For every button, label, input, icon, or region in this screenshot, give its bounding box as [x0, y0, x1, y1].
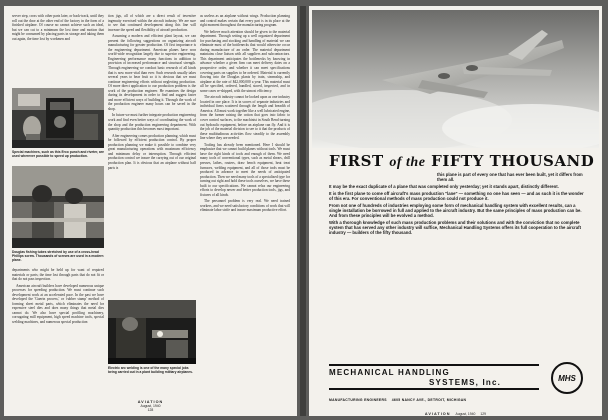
paragraph: server step, cross with other parts later, or back-track, until they roll out the door at the other end of the factory in the form of a finished airplane. Of course no cannot achieve such an ideal, but we can cut to a minimum the lost time and motion that might be consumed by placing parts in storage and taking them out again, the time lost by workmen and: [12, 14, 104, 41]
page-footer: [4, 400, 297, 412]
photo-fuel-tubes: [12, 166, 104, 248]
airplane-photo: [312, 10, 599, 148]
photo-riveter-machine: [12, 88, 104, 148]
left-column-2: [108, 14, 196, 296]
paragraph: The aircraft industry cannot be looked upon as one industry located in one place. It is in scores of separate industries and individual firms scattered through the length and breadth of America. All must work together like a well lubricated engine, from the farmer raising the cotton that goes into fabric to cover control surfaces, to the machinist in South Bend turning out hydraulic equipment, before an airplane can fly. And it is the job of the material division to see to it that the products of these multitudinous activities flow steadily to the assembly line where they are needed.: [200, 95, 290, 141]
company-monogram: MHS: [558, 373, 576, 383]
photo-caption: Electric arc welding is one of the many special jobs being carried out in a plant building military airplanes.: [108, 366, 193, 375]
ad-paragraph: It is the first plane to come off aircraft's mass production "lane" — something no one has seen — and as such it is the wonder of this era. For conventional methods of mass production could not produce it.: [329, 191, 584, 202]
paragraph: In future we must further integrate production engineering work and find even better ways of coordinating the work of the shop and the production engineering department. With quantity production this becomes most important.: [108, 113, 196, 132]
ad-paragraph: From not one of hundreds of industries employing some form of mechanical handling system with excellent results, can a single installation be borrowed in full and applied to the aircraft industry. But the same principles of mass production can be. And from these principles will be evolved a method.: [329, 203, 582, 219]
ad-paragraph: this plane is part of every one that has ever been built, yet it differs from them all.: [437, 172, 583, 183]
footer-date: August, 1940: [140, 404, 161, 408]
paragraph: as useless as an airplane without wings. Production planning and control makes certain that every part is in its place at the right moment throughout the manufacturing program.: [200, 14, 290, 28]
paragraph: departments who might be held up for want of required materials or parts; the time lost through parts that do not fit or that do not pass inspection.: [12, 268, 104, 282]
footer-magazine-name: AVIATION: [137, 400, 164, 404]
right-page-advertisement: [309, 6, 602, 416]
ad-paragraph: It may be the exact duplicate of a plane that was completed only yesterday; yet it stands apart, distinctly different.: [329, 184, 559, 190]
ad-body-text: [329, 172, 587, 238]
headline-first: FIRST: [329, 152, 384, 170]
photo-caption: Special machines, such as this Erco punch and riveter, are used wherever possible to speed up production.: [12, 150, 104, 159]
company-name-line1: MECHANICAL HANDLING: [329, 368, 450, 377]
company-address: MANUFACTURING ENGINEERS 4605 NANCY AVE., DETROIT, MICHIGAN: [329, 398, 467, 402]
ad-paragraph: With a thorough knowledge of such mass production problems and their solutions and with the conviction that no complete system that has served any other industry will suffice, Mechanical Handling Systems offers its full cooperation to the aircraft industry — builders of the fifty thousand.: [329, 220, 581, 236]
paragraph: Assuming a modern and efficient plant layout, we can present the following suggestions on organizing aircraft manufacturing for greater production. Of first importance is the engineering department. American planes have won world-wide recognition largely due to superior engineering. Engineering performance many functions in addition to provision of increased performance and structural strength. Through engineering we conduct basic research of all kinds that is now more vital than ever. Such research usually takes several years to bear fruit so it is obvious that we must continue engineering efforts without neglecting production. Of more direct application to our production problem is the work of the production engineer. He examines the design during its development in order to find and suggest faster and more efficient ways of building it. Through the work of the production engineer many hours can be saved in the shop.: [108, 34, 196, 111]
company-logo: [329, 364, 587, 394]
paragraph: American aircraft builders have developed numerous unique processes for speeding production. We must continue such development work at an accelerated pace. In the past we have developed the 'Guerin process,' or 'rubber stamp' method of forming sheet metal parts, which eliminates the need for expensive steel dies and does many things that metal dies cannot do. We also have special profiling machinery, corrugating mill equipment, high speed machine tools, special welding machines, and numerous special production: [12, 283, 104, 325]
left-page: [4, 6, 297, 416]
paragraph: After engineering comes production planning, which must be followed by efficient production control. By proper production planning we make it possible to combine very great manufacturing operations with maximum efficiency and minimum delay or interruption. Through efficient production control we insure the carrying out of our original production plan. It is obvious that an airplane without half parts is: [108, 133, 196, 170]
headline-of-the: of the: [389, 155, 426, 170]
paragraph: tion jigs, all of which are a direct result of inventive ingenuity exercised within the aircraft industry. We are sure to see that continued development along this line will increase the speed and flexibility of aircraft production.: [108, 14, 196, 32]
left-column-3: [200, 14, 290, 394]
headline-rest: FIFTY THOUSAND: [431, 152, 595, 170]
photo-arc-welding: [108, 300, 196, 364]
left-column-1-top: [12, 14, 104, 43]
ad-headline: [329, 152, 595, 172]
footer-page-number: 129: [480, 412, 487, 416]
footer-page-number: 128: [147, 408, 154, 412]
page-footer: [309, 412, 602, 416]
footer-date: August, 1940: [455, 412, 476, 416]
paragraph: Tooling has already been mentioned. Here I should be emphasize that we cannot build planes without tools. We must have the right kinds of tools and enough of them. We need many tools of conventional types, such as metal shears, drill presses, lathes, routers, draw bench equipment, heat treat furnaces, welding equipment, and all of those tools must be produced in advance to meet the needs of anticipated production. Then we need many tools of a specialized type for turning out right and hold these tools ourselves, we have these built to our specifications. We cannot relax our engineering efforts to develop newer and better production tools, jigs, and fixtures of all kinds.: [200, 142, 290, 197]
paragraph: The personnel problem is very real. We need trained workers, and we need satisfactory conditions of work that will eliminate labor strife and insure maximum productive effort.: [200, 199, 290, 213]
footer-magazine-name: AVIATION: [424, 412, 451, 416]
photo-caption: Douglas fishing tubes stretched by use of a cross-head Phillips screw. Thousands of screws are used in a modern plane.: [12, 250, 104, 263]
company-monogram-badge: [551, 362, 583, 394]
company-name-line2: SYSTEMS, Inc.: [429, 378, 502, 387]
paragraph: We believe much attention should be given to the material department. Through setting up a well organized department for purchasing and stocking and handling of material we can eliminate most of the bottlenecks that would otherwise occur during manufacture of an order. The material department maintains close liaison with all suppliers and subcontractors. This department anticipates the bottlenecks by knowing in advance whether a given firm can meet delivery dates on a prospective order, and whether it can meet specifications covering parts on supplies to be ordered. Material is currently flowing into the Douglas plants by train, steamship, and airplane at the rate of $42,000,000 a year. This material must all be specified, ordered, handled, stored, inspected, and in some cases re-shipped, with the utmost efficiency.: [200, 29, 290, 93]
left-column-1-bottom: [12, 268, 104, 327]
page-gutter: [300, 6, 306, 416]
